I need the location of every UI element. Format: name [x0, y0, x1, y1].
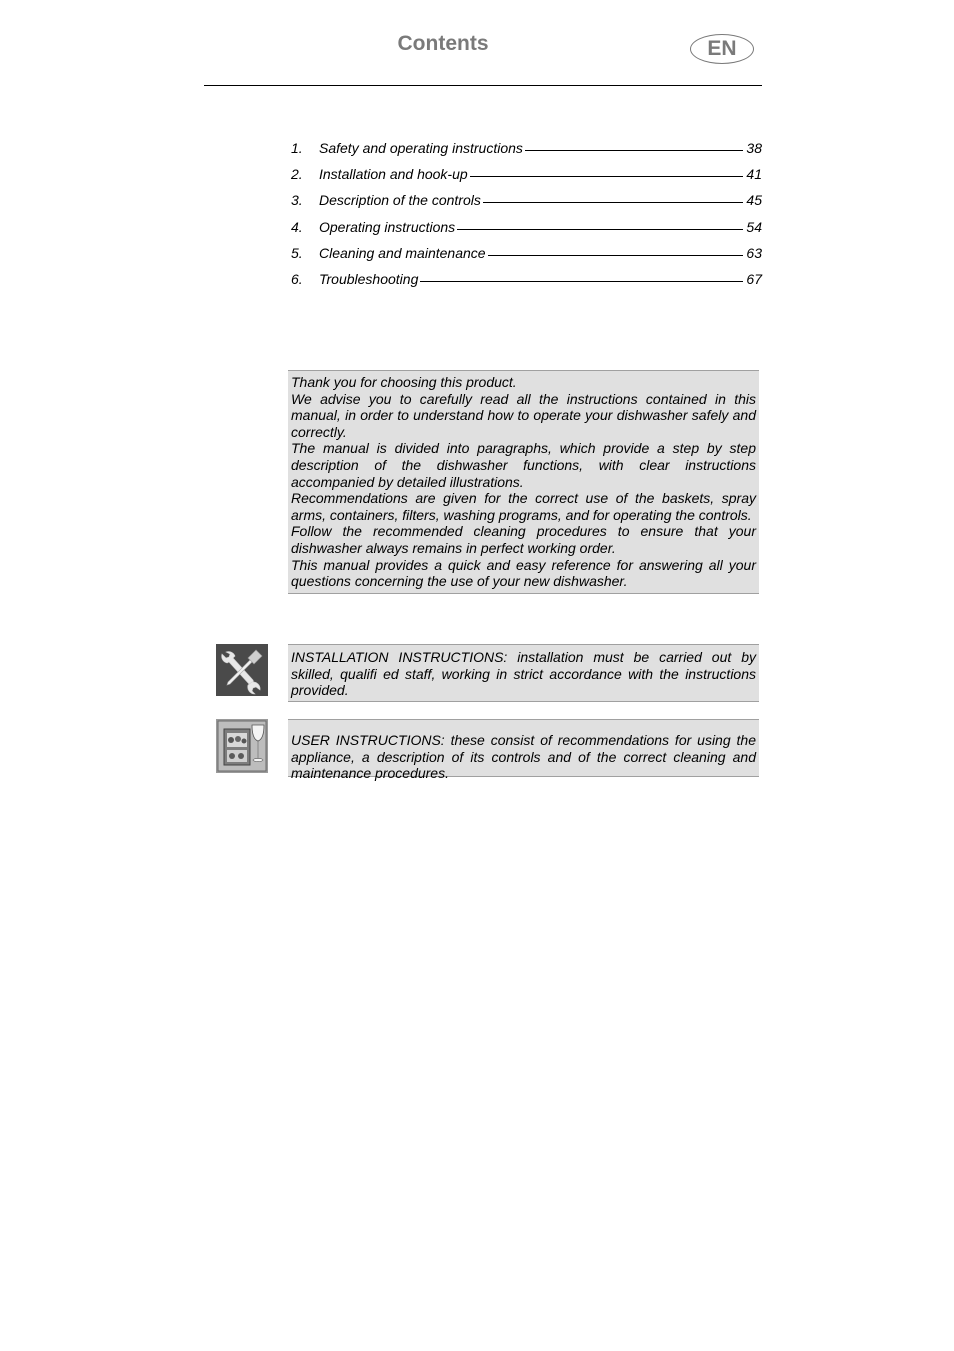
intro-paragraph: Recommendations are given for the correct use of the baskets, spray arms, containers, filters, washing programs, and for operating the controls. [291, 490, 756, 523]
toc-entry-cleaning[interactable] [291, 245, 762, 271]
toc-title: Installation and hook-up [319, 166, 468, 183]
installation-note-text: INSTALLATION INSTRUCTIONS: installation must be carried out by skilled, qualifi ed staff, working in strict accordance with the instructions provided. [291, 649, 756, 699]
toc-leader-line [488, 255, 744, 256]
intro-box [288, 370, 759, 594]
toc-entry-operating[interactable] [291, 219, 762, 245]
installation-instructions-note [288, 644, 759, 702]
toc-number: 6. [291, 270, 303, 287]
table-of-contents [291, 140, 762, 297]
intro-paragraph: This manual provides a quick and easy reference for answering all your questions concerning the use of your new dishwasher. [291, 556, 756, 590]
toc-number: 4. [291, 218, 303, 235]
toc-page-number: 38 [746, 140, 762, 156]
toc-number: 2. [291, 166, 303, 183]
toc-number: 1. [291, 140, 303, 156]
user-instructions-note [288, 719, 759, 782]
toc-entry-troubleshooting[interactable] [291, 271, 762, 297]
toc-leader-line [470, 176, 744, 177]
toc-entry-installation[interactable] [291, 166, 762, 192]
toc-leader-line [525, 150, 744, 151]
toc-page-number: 45 [746, 192, 762, 209]
intro-paragraph: Follow the recommended cleaning procedures to ensure that your dishwasher always remains in perfect working order. [291, 523, 756, 556]
tools-icon [216, 644, 268, 696]
toc-leader-line [457, 229, 743, 230]
intro-paragraph: The manual is divided into paragraphs, which provide a step by step description of the dishwasher functions, with clear instructions accompanied by detailed illustrations. [291, 440, 756, 490]
toc-entry-safety[interactable] [291, 140, 762, 166]
toc-entry-controls[interactable] [291, 192, 762, 218]
header-divider [204, 85, 762, 86]
dishwasher-glass-icon [216, 719, 268, 773]
page-title: Contents [397, 32, 489, 55]
toc-number: 3. [291, 192, 303, 209]
toc-title: Troubleshooting [319, 270, 419, 287]
toc-title: Operating instructions [319, 218, 456, 235]
language-badge: EN [690, 34, 754, 64]
toc-number: 5. [291, 244, 303, 261]
intro-paragraph: Thank you for choosing this product. [291, 374, 517, 390]
toc-leader-line [420, 281, 743, 282]
toc-page-number: 63 [746, 244, 762, 261]
toc-title: Cleaning and maintenance [319, 244, 486, 261]
toc-page-number: 41 [746, 166, 762, 183]
toc-page-number: 54 [746, 218, 762, 235]
toc-page-number: 67 [746, 270, 762, 287]
toc-leader-line [483, 202, 744, 203]
toc-title: Safety and operating instructions [319, 140, 523, 156]
user-note-text: USER INSTRUCTIONS: these consist of recommendations for using the appliance, a description of its controls and of the correct cleaning and maintenance procedures. [291, 732, 756, 782]
toc-title: Description of the controls [319, 192, 481, 209]
intro-paragraph: We advise you to carefully read all the instructions contained in this manual, in order to understand how to operate your dishwasher safely and correctly. [291, 390, 756, 440]
